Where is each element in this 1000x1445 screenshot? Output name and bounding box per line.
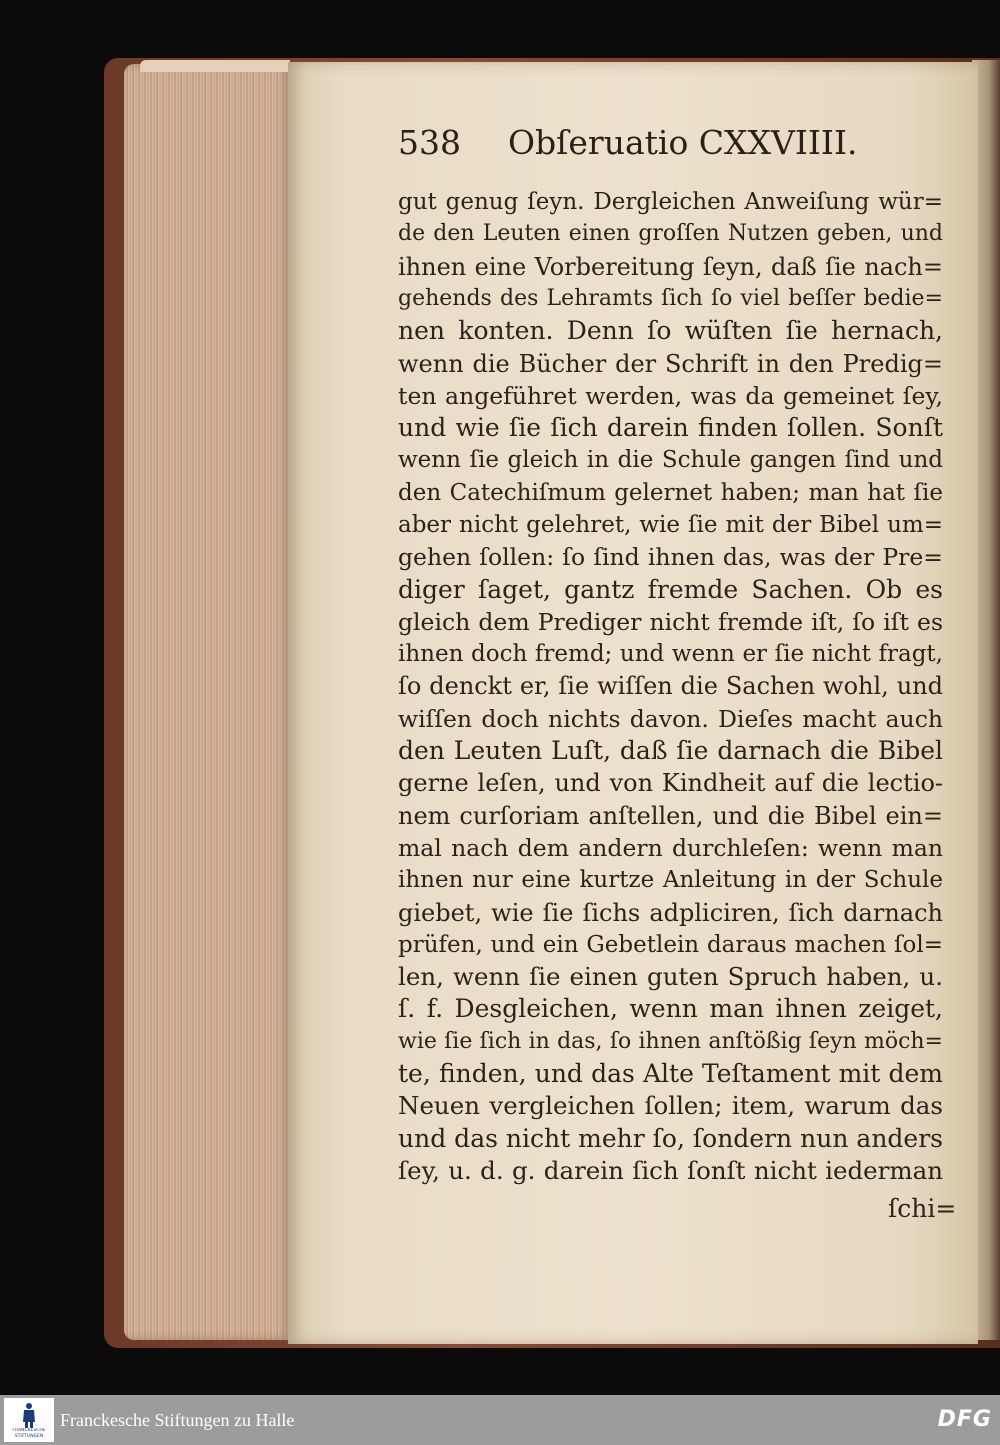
page-top-edge: [140, 60, 290, 72]
text-line: ſ. f. Desgleichen, wenn man ihnen zeiget,: [398, 994, 943, 1023]
logo-lettering: FRANCKESCHE STIFTUNGEN: [12, 1428, 46, 1439]
text-line: gerne leſen, und von Kindheit auf die lectio-: [398, 769, 943, 797]
text-line: wenn ſie gleich in die Schule gangen ſind und: [398, 447, 943, 473]
page-fore-edge: [124, 64, 292, 1340]
text-line: ſo denckt er, ſie wiſſen die Sachen wohl, und: [398, 672, 943, 700]
text-line: ihnen eine Vorbereitung ſeyn, daß ſie nach=: [398, 253, 943, 281]
text-line: prüfen, und ein Gebetlein daraus machen ſol=: [398, 932, 943, 958]
text-line: wie ſie ſich in das, ſo ihnen anſtößig ſeyn möch=: [398, 1029, 943, 1054]
text-line: den Leuten Luſt, daß ſie darnach die Bibel: [398, 736, 943, 765]
text-line: aber nicht gelehret, wie ſie mit der Bibel um=: [398, 512, 943, 538]
text-line: Neuen vergleichen ſollen; item, warum das: [398, 1091, 943, 1120]
text-line: ten angeführet werden, was da gemeinet ſey,: [398, 382, 943, 410]
text-line: nem curſoriam anſtellen, und die Bibel ein=: [398, 802, 943, 830]
running-head: [398, 116, 958, 170]
text-line: ihnen nur eine kurtze Anleitung in der Schule: [398, 867, 943, 893]
running-title: Obſeruatio CXXVIIII.: [508, 123, 858, 162]
text-line: te, finden, und das Alte Teſtament mit dem: [398, 1059, 943, 1088]
text-line: gleich dem Prediger nicht fremde iſt, ſo iſt es: [398, 608, 943, 636]
text-line: wiſſen doch nichts davon. Dieſes macht auch: [398, 705, 943, 733]
text-line: gehends des Lehramts ſich ſo viel beſſer bedie=: [398, 286, 943, 311]
institution-name[interactable]: Franckesche Stiftungen zu Halle: [60, 1410, 295, 1430]
text-line: de den Leuten einen groſſen Nutzen geben, und: [398, 221, 943, 246]
franckesche-logo[interactable]: [4, 1398, 54, 1442]
text-line: gut genug ſeyn. Dergleichen Anweiſung wür=: [398, 189, 943, 215]
text-line: mal nach dem andern durchleſen: wenn man: [398, 834, 943, 862]
catchword: ſchi=: [888, 1194, 957, 1223]
text-line: ſey, u. d. g. darein ſich ſonſt nicht iederman: [398, 1156, 943, 1185]
dfg-logo[interactable]: DFG: [937, 1407, 992, 1432]
orphan-figure-icon: [21, 1402, 37, 1428]
footer-bar: [0, 1395, 1000, 1445]
body-text: [398, 186, 943, 1226]
text-line: und das nicht mehr ſo, ſondern nun anders: [398, 1124, 943, 1153]
text-line: nen konten. Denn ſo wüſten ſie hernach,: [398, 316, 943, 345]
text-line: ihnen doch fremd; und wenn er ſie nicht fragt,: [398, 641, 943, 667]
page-number: 538: [398, 123, 461, 162]
text-line: den Catechiſmum gelernet haben; man hat ſie: [398, 480, 943, 506]
text-line: len, wenn ſie einen guten Spruch haben, u.: [398, 962, 943, 991]
text-line: diger ſaget, gantz fremde Sachen. Ob es: [398, 575, 943, 604]
text-line: und wie ſie ſich darein finden ſollen. Sonſt: [398, 413, 943, 442]
text-line: giebet, wie ſie ſichs adpliciren, ſich darnach: [398, 899, 943, 927]
text-line: gehen ſollen: ſo ſind ihnen das, was der Pre=: [398, 543, 943, 571]
text-line: wenn die Bücher der Schrift in den Predig=: [398, 350, 943, 378]
